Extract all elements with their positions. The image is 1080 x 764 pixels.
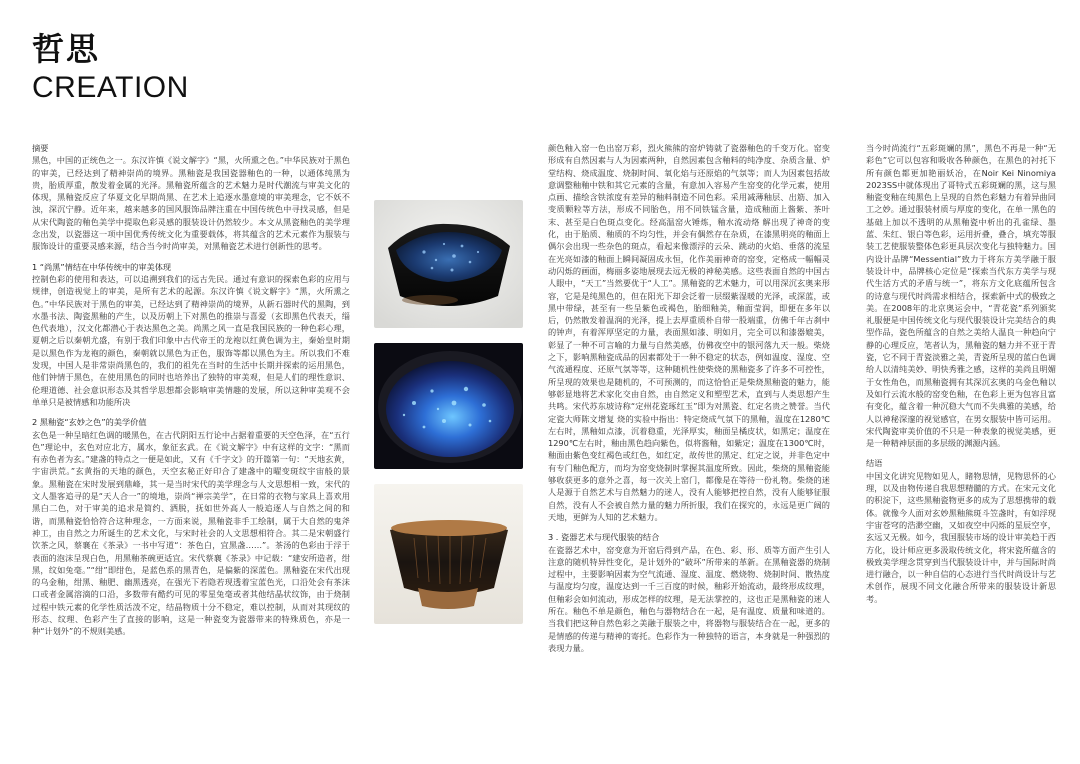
section-3-heading: 3 . 瓷器艺术与现代服装的结合 [548, 532, 660, 543]
section-3-paragraph: 在瓷器艺术中，窑变意为开窑后得到产品，在色、彩、形、质等方面产生引人注意的随机特异性变化，是计划外的“破坏”所带来的革新。在黑釉瓷器的烧制过程中，主要影响因素为空气流通、湿度、温度、燃烧物、烧制时间、散热度与温度均匀度，温度达到一千三百度的时候，釉彩开始流动，最终形成纹理，但釉彩会如何流动，形成怎样的纹理，是无法掌控的，这也正是黑釉瓷的迷人所在。釉色不单是颜色，釉色与器物结合在一起，是有温度、质量和味道的。当我们把这种自然色彩之美融于服装之中，将器物与服装结合在一起，更多的是情感的传递与精神的寄托。色彩作为一种独特的语言，本身就是一种强烈的表现力量。 [548, 544, 830, 653]
kiln-change-paragraph: 颜色釉入窑一色出窑万彩，烈火熊熊的窑炉铸就了瓷器釉色的千变万化。窑变形成有自然因素与人为因素两种，自然因素包含釉料的纯净度、杂质含量、炉堂结构、烧成温度、烧制时间、氧化焰与还原焰的气氛等；而人为因素包括故意调整釉釉中铁和其它元素的含量，有意加入容易产生窑变的化学元素，使用点画、描绘含铁浓度有差异的釉料制造不同色彩。采用减薄釉层、出筋、加入变质颗粒等方法，形成不同胎色，用不同铁锰含量，造成釉面上酱紫、茶叶末、甚至是白色斑点变化。经高温窑火锤炼，釉水流动烙 解出现了神奇的变化，由于胎质、釉质的不均匀性，并会有偶然存在杂质，在漆黑明亮的釉面上偶尔会出现一些杂色的斑点，看起来像漂浮的云朵、跳动的火焰、垂落的流星在光亮如漆的釉面上瞬间凝固成永恒，化作美丽神奇的窑变，定格成一幅幅灵动闪烁的画面，梅丽多姿地展现去远无极的神秘美感。这些表面自然的中国古人眼中，“天工”当然要优于“人工”。黑釉瓷的艺术魅力，可以用深沉玄奥来形容，它是是纯黑色的，但在阳光下却会泛着一层缀紫湿暖的光泽，或深蓝，或黑中带绿，甚至有一些呈紫色或褐色，胎细釉美，釉面莹润，即便在多年以后，仍然散发着温润的光泽，提上去厚重质朴自带一股端重，仿佛千年古刹中的钟声，有着浑厚坚定的力量，表面黑如漆、明如月，完全可以和漆器媲美，彰显了一种不可言喻的力量与自然美感，仿佛夜空中的银河落九天一般。柴烧之下，影响黑釉瓷成品的因素都处于一种不稳定的状态，例如温度、湿度、空气流通程度、还原气氛等等，这种随机性使柴烧的黑釉瓷多了许多不可控性，所呈现的效果也是随机的，不可预测的，而这恰恰正是柴烧黑釉瓷的魅力，能够彰显地将艺术家化交由自然，由自然定义和塑型艺术，直到与人类思想产生共鸣。宋代苏东坡诗称“定州花瓷琢红玉”即为对黑瓷、红定名贵之赞誉。当代定瓷大师陈文增复 烧的实验中指出：特定烧成气氛下的黑釉，温度在1280℃左右时，黑釉如点漆，沉着稳重，光泽厚实，釉面呈橘皮状，如黑定；温度在1290℃左右时，釉由黑色趋向紫色，似将酱釉，如紫定；温度在1300℃时，釉面由紫色变红褐色或红色，如红定，故传世的黑定、红定之说，并非色定中有专门釉色配方，而均为窑变烧制时掌握其温度所致。因此，柴烧的黑釉瓷能够收获更多的意外之喜，每一次关上窑门，都像是在等待一份礼物。柴烧的迷人是源于自然艺术与自然魅力的迷人，没有人能够把控自然，没有人能够征服自然，没有人不会被自然力量的魅力所折服，我们在探究的，永远是更广阔的天地，更鲜为人知的艺术魅力。 [548, 143, 830, 522]
fashion-paragraph: 当今时尚流行“五彩斑斓的黑”，黑色不再是一种“无彩色”它可以包容和吸收各种颜色，在黑色的衬托下所有颜色都更加艳丽妖冶，在Noir Kei Ninomiya 2023SS中就体现出了哥特式五彩斑斓的黑，这与黑釉瓷变釉在纯黑色上呈现的自然色彩魅力有着异曲同工之妙。通过服装材质与厚度的变化，在单一黑色的基础上加以不透明的从黑釉瓷中析出的孔雀绿、墨蓝、朱红、银白等色彩，运用折叠，叠合，填充等服装工艺使服装整体色彩更具层次变化与独特魅力。国内设计品牌“Messential”致力于将东方美学融于服装设计中，品牌核心定位是“探索当代东方美学与现代生活方式的矛盾与统一”，将东方文化底蕴所包含的诗意与现代时尚需求相结合，探索新中式的极致之美。在2008年的北京奥运会中，“青花瓷”系列颁奖礼服便是中国传统文化与现代服装设计完美结合的典型作品，瓷色所蕴含的自然之美给人温良一种趋向宁静的心理反应，笔者认为，黑釉瓷的魅力并不亚于青瓷，它不同于青瓷淡雅之美，青瓷所呈现的蓝白色调给人以清纯美妙、明快秀雅之感，这样的美尚且明媚于女性角色，而黑釉瓷拥有其深沉玄奥的乌金色釉以及如行云流水般的窑变色釉，在色彩上更为包容且富有变化，蕴含着一种沉稳大气而不失典雅的美感，给人以神秘深邃的视觉感官，在男女服装中皆可运用。宋代陶瓷审美价值的不只是一种表象的视觉美感，更是一种精神层面的多层级的渊源内涵。 [866, 143, 1056, 449]
section-2-paragraph: 玄色是一种呈暗红色调的暖黑色，在古代阴阳五行论中占据着重要的天空色泽，在“五行色”理论中，玄色对应北方，属水，象征玄武。在《说文解字》中有这样的文字：“黑而有赤色者为玄。”建盏的特点之一便是如此，又有《千字文》的开篇第一句：“天地玄黄，宇宙洪荒。”玄黄指的天地的颜色，天空玄秘正好印合了建盏中的曜变斑纹宇宙般的景象。黑釉瓷在宋时发展到鼎峰，其一是当时宋代的美学理念与人文思想相一致，宋代的文人墨客追寻的是“天人合一”的境地，崇尚“禅宗美学”，在日常的衣物与家具上喜欢用黑白二色，对于审美的追求是简约、洒脱，抚如世外高人一般追逐人与自然之间的和谐，而黑釉瓷恰恰符合这种理念，一方面来说，黑釉瓷非手工绘制，属于大自然的鬼斧神工，由自然之力所诞生的艺术文化，与宋时社会的人文思想相符合。其二是宋朝盛行饮茶之风，蔡襄在《茶录》一书中写道“：茶色白，宜黑盏……”。茶汤的色彩由于浮于表面的泡沫呈现白色，用黑釉茶碗更适宜。宋代蔡襄《茶录》中记载：“建安所造者，绀黑，纹如兔毫。”“绀”即绀色，是蓝色系的黑青色，是偏紫的深蓝色。黑釉瓷在宋代出现的乌金釉，绀黑、釉肥、幽黑透亮，在强光下若隐若现透着宝蓝色光，口沿处会有茶沫口或者金属溶滴的口沿，多数带有酷约可见的零星兔毫或者其他结晶状纹饰，由于烧制过程中铁元素的化学性质活泼不定，结晶物质十分不稳定，难以控制，从而对其现纹的形态、纹理、色彩产生了直接的影响，这是一种瓷变为瓷器带来的特殊质色，亦是一种“计划外”的不规则美感。 [32, 429, 350, 637]
section-1-heading: 1 “尚黑”情结在中华传统中的审美体现 [32, 261, 172, 272]
abstract-paragraph: 黑色，中国的正统色之一。东汉许慎《说文解字》“黑，火所熏之色。”中华民族对于黑色的审美，已经达到了精神崇尚的境界。黑釉瓷是我国瓷器釉色的一种，以通体纯黑为贵，胎质厚重，散发着金属的光泽。黑釉瓷所蕴含的艺术魅力是时代潮流与审美文化的体现，黑釉瓷反应了华夏文化早期尚黑、在艺术上追逐水墨意境的审美理念，它不妖不浊，深沉宁静。近年来，越来越多的国风服饰品牌注重在中国传统色中寻找灵感，但是从宋代陶瓷的釉色美学中提取色彩灵感的服装设计仍然较少。本文从黑瓷釉色的美学理念出发，以瓷器这一项中国优秀传统文化为重要载体，将其蕴含的艺术元素作为服装与服饰设计的重要灵感来源，结合当今时尚审美，对黑釉瓷艺术进行创新性的思考。 [32, 155, 350, 252]
oil-spot-black-tea-bowl-icon [374, 200, 523, 328]
text-column-3 [548, 142, 830, 742]
section-2-heading: 2 黑釉瓷“玄妙之色”的美学价值 [32, 417, 147, 428]
hares-fur-brown-tea-bowl-icon [374, 484, 523, 624]
abstract-heading: 摘要 [32, 143, 49, 153]
photo-blue-yaobian-bowl [374, 343, 523, 469]
page-header [32, 30, 189, 106]
blue-yaobian-bowl-interior-icon [374, 343, 523, 469]
photo-hares-fur-bowl [374, 484, 523, 624]
conclusion-heading: 结语 [866, 458, 883, 469]
page-title-chinese: 哲思 [32, 30, 101, 68]
page-title-english: CREATION [32, 71, 189, 104]
section-1-paragraph: 控制色彩的使用和表达，可以追溯到我们的远古先民。通过有意识的探索色彩的应用与规律，创造视觉上的审美，是所有艺术的起源。东汉许慎《说文解字》“黑，火所熏之色。”中华民族对于黑色的审美，已经达到了精神崇尚的境界，从新石器时代的黑陶，到水墨书法、陶瓷黑釉的产生，以及历朝上下对黑色的推崇与喜爱（玄即黑色代表天，缁色代表地），汉文化都潜心于表达黑色之美。尚黑之风一直是我国民族的一种色彩心理，夏朝之后以秦朝尤盛，有别于我们印象中古代帝王的龙袍以红黄色调为主，秦始皇时期是以黑色作为龙袍的颜色，秦朝就以黑色为正色，服饰等都以黑色为主。所以我们不难发现，中国人是非常崇尚黑色的，我们的祖先在当时的生活中长期并探索的运用黑色，他们钟情于黑色，在使用黑色的同时也培养出了独特的审美观，但是人们的理性意识、伦理道德、社会意识形态及其哲学思想都会影响审美情趣的发展，所以这种审美观不会单单只是被情感和功能所决 [32, 273, 350, 407]
photo-oil-spot-bowl [374, 200, 523, 328]
text-column-1 [32, 142, 350, 742]
conclusion-paragraph: 中国文化讲究见物如见人，睹物思情，见物思怀的心理，以及由物传递自我思想精髓的方式。在宋元文化的积淀下，这些黑釉瓷物更多的成为了思想携带的载体。就像今人面对玄妙黑釉熊斑斗笠盏时，有如浮现宇宙苍穹的浩渺空幽，又如夜空中闪烁的星辰空亨，玄远又无极。如今，我国服装市场的设计审美趋于西方化，设计师应更多汲取传统文化，将宋瓷所蕴含的极致美学理念贯穿到当代服装设计中，并与国际时尚进行融合，以一种自信的心态进行当代时尚设计与艺术创作，展现不同文化融合所带来的服装设计新思考。 [866, 470, 1056, 604]
text-column-4 [866, 142, 1056, 742]
